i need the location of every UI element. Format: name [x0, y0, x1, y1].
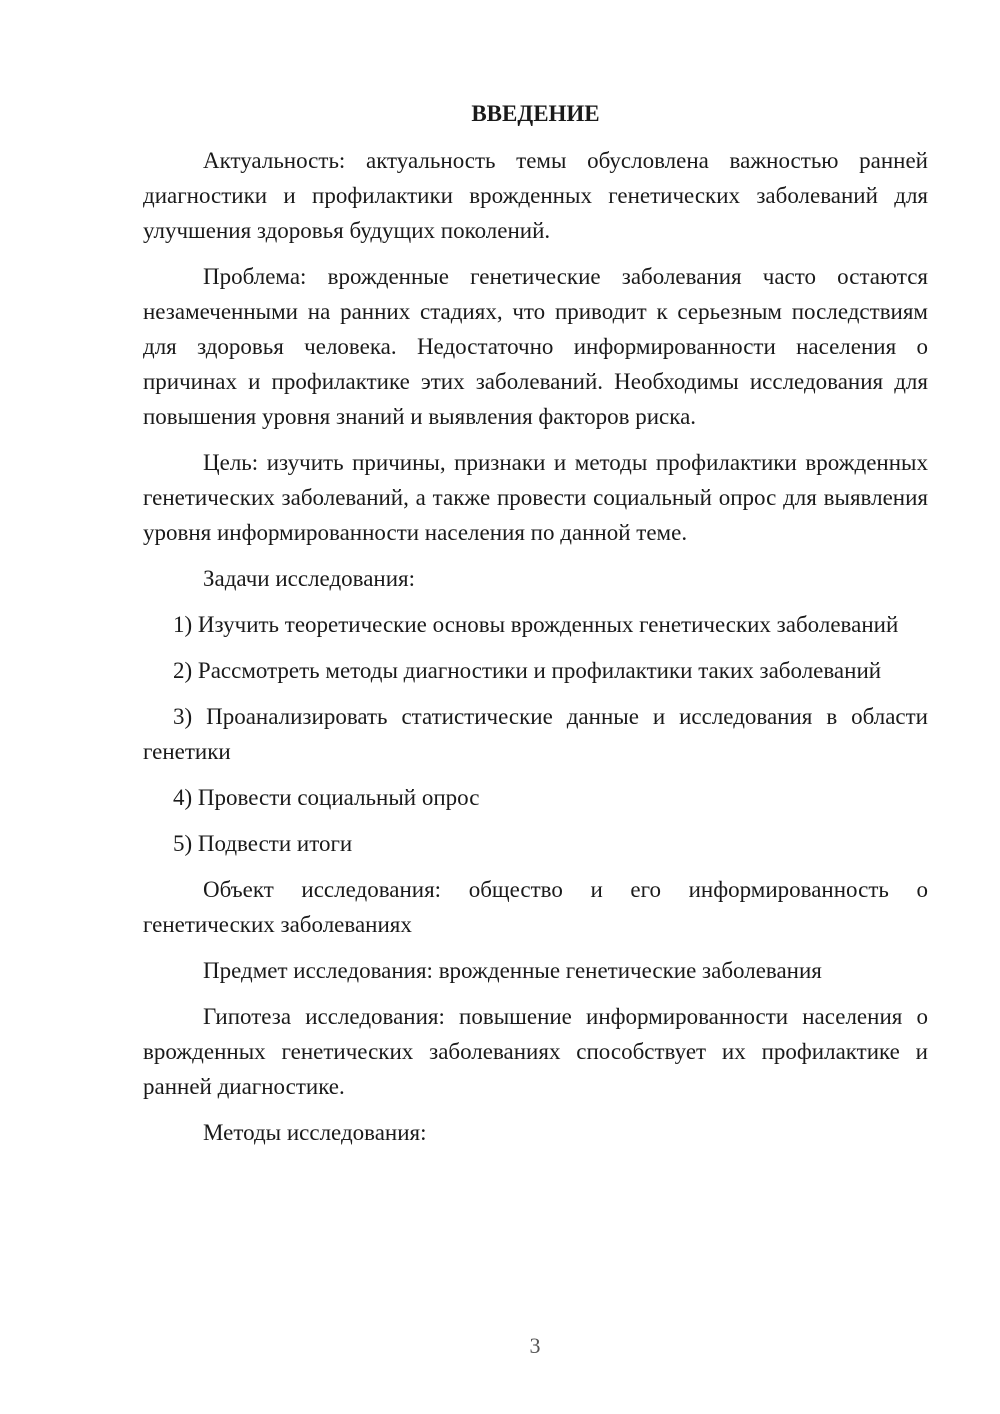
paragraph-hypothesis: Гипотеза исследования: повышение информированности населения о врожденных генетических заболеваниях способствует их профилактике и ранней диагностике.: [143, 1004, 928, 1099]
task-item-1: 1) Изучить теоретические основы врожденных генетических заболеваний: [173, 612, 899, 637]
paragraph-problem: Проблема: врожденные генетические заболевания часто остаются незамеченными на ранних стадиях, что приводит к серьезным последствиям для здоровья человека. Недостаточно информированности населения о причинах и профилактике этих заболеваний. Необходимы исследования для повышения уровня знаний и выявления факторов риска.: [143, 264, 928, 429]
paragraph-tasks-heading: Задачи исследования:: [203, 566, 416, 591]
page-number: 3: [529, 1333, 541, 1358]
paragraph-goal: Цель: изучить причины, признаки и методы профилактики врожденных генетических заболеваний, а также провести социальный опрос для выявления уровня информированности населения по данной теме.: [143, 450, 928, 545]
task-item-2: 2) Рассмотреть методы диагностики и профилактики таких заболеваний: [173, 658, 882, 683]
paragraph-subject: Предмет исследования: врожденные генетические заболевания: [203, 958, 822, 983]
section-title: ВВЕДЕНИЕ: [471, 101, 600, 126]
page-content: [143, 96, 928, 1161]
task-item-3: 3) Проанализировать статистические данные и исследования в области генетики: [143, 704, 928, 764]
paragraph-relevance: Актуальность: актуальность темы обусловлена важностью ранней диагностики и профилактики врожденных генетических заболеваний для улучшения здоровья будущих поколений.: [143, 148, 928, 243]
task-item-5: 5) Подвести итоги: [173, 831, 353, 856]
task-item-4: 4) Провести социальный опрос: [173, 785, 480, 810]
paragraph-methods: Методы исследования:: [203, 1120, 427, 1145]
paragraph-object: Объект исследования: общество и его информированность о генетических заболеваниях: [143, 877, 928, 937]
